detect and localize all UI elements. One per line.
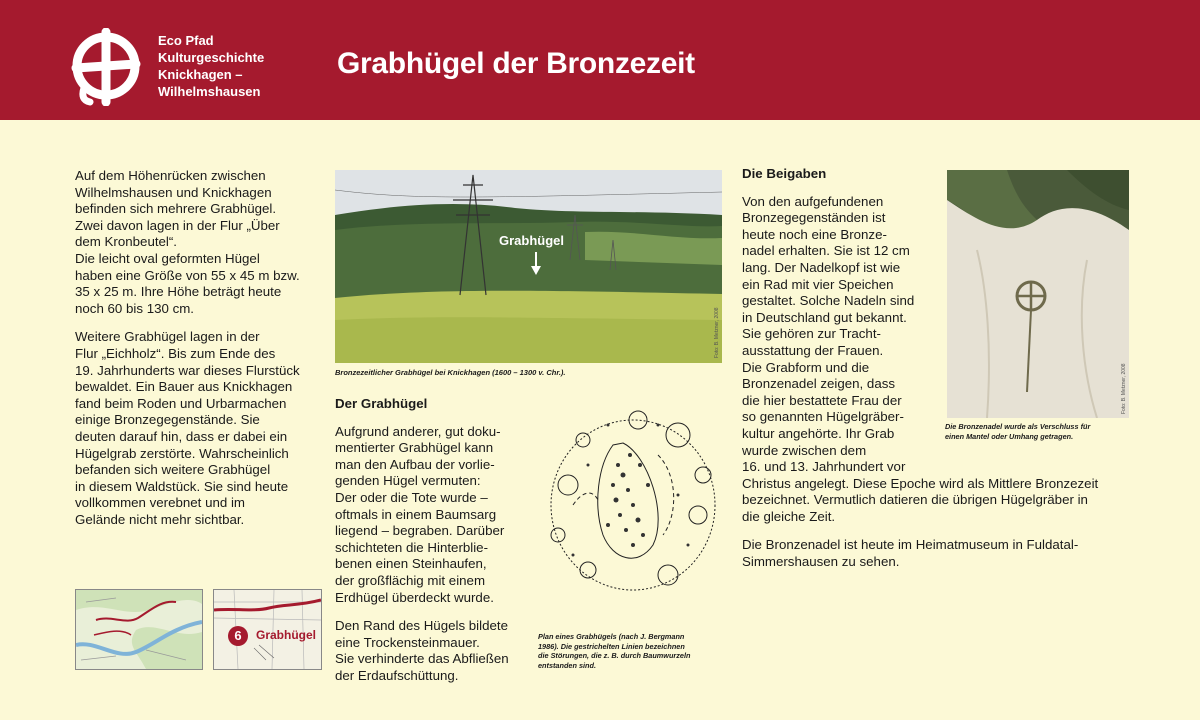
photo-credit: Foto: B. Metzner, 2008 (714, 307, 720, 358)
plan-caption: Plan eines Grabhügels (nach J. Bergmann 1986). Die gestrichelten Linien bezeichnen die Störungen, die z. B. durch Baumwurzeln entstanden sind. (538, 632, 691, 670)
brand-line: Eco Pfad (158, 33, 214, 48)
landscape-photo-graphic (335, 170, 722, 363)
brand-text (158, 32, 264, 100)
bronze-pin-caption: Die Bronzenadel wurde als Verschluss für einen Mantel oder Umhang getragen. (945, 422, 1091, 441)
landscape-photo (335, 170, 722, 363)
brand-line: Wilhelmshausen (158, 84, 261, 99)
header-bar (0, 0, 1200, 120)
eco-pfad-logo-icon (70, 28, 142, 106)
brand-line: Kulturgeschichte (158, 50, 265, 65)
station-map (213, 589, 322, 670)
section-paragraph: Die Bronzenadel ist heute im Heimatmuseum in Fuldatal- Simmershausen zu sehen. (742, 537, 1079, 570)
photo-credit: Foto: B. Metzner, 2008 (1121, 363, 1127, 414)
station-number-badge: 6 (228, 626, 248, 646)
overview-map (75, 589, 203, 670)
overview-map-graphic (76, 590, 202, 669)
bronze-pin-photo-graphic (947, 170, 1129, 418)
intro-paragraph: Auf dem Höhenrücken zwischen Wilhelmshausen und Knickhagen befinden sich mehrere Grabhügel. Zwei davon lagen in der Flur „Über dem Kronbeutel“. Die leicht oval geformten Hügel haben eine Größe von 55 x 45 m bzw. 35 x 25 m. Ihre Höhe beträgt heute noch 60 bis 130 cm. (75, 168, 300, 316)
section-paragraph: Aufgrund anderer, gut doku- mentierter Grabhügel kann man den Aufbau der vorlie- genden Hügel vermuten: Der oder die Tote wurde – oftmals in einem Baumsarg liegend – begraben. Darüber schichteten die Hinterblie- benen einen Steinhaufen, der großflächig mit einem Erdhügel überdeckt wurde. (335, 423, 505, 605)
photo-label-grabhuegel: Grabhügel (499, 233, 565, 248)
intro-text (75, 168, 325, 540)
grabhuegel-section (335, 396, 545, 697)
section-heading: Die Beigaben (742, 166, 827, 181)
station-label: Grabhügel (256, 628, 317, 642)
section-heading: Der Grabhügel (335, 396, 428, 411)
grave-mound-plan-drawing (528, 395, 728, 595)
section-paragraph: Von den aufgefundenen Bronzegegenständen ist heute noch eine Bronze- nadel erhalten. Sie ist 12 cm lang. Der Nadelkopf ist wie ein Rad mit vier Speichen gestaltet. Solche Nadeln sind in Deutschland gut bekannt. Sie gehören zur Tracht- ausstattung der Frauen. Die Grabform und die Bronzenadel zeigen, dass die hier bestattete Frau der so genannten Hügelgräber- kultur angehörte. Ihr Grab wurde zwischen dem 16. und 13. Jahrhundert vor Christus angelegt. Diese Epoche wird als Mittlere Bronzezeit bezeichnet. Vermutlich datieren die übrigen Hügelgräber in die gleiche Zeit. (742, 193, 1099, 524)
intro-paragraph: Weitere Grabhügel lagen in der Flur „Eichholz“. Bis zum Ende des 19. Jahrhunderts war dieses Flurstück bewaldet. Ein Bauer aus Knickhagen fand beim Roden und Urbarmachen einige Bronzegegenstände. Sie deuten darauf hin, dass er dabei ein Hügelgrab zerstörte. Wahrscheinlich befanden sich weitere Grabhügel in diesem Waldstück. Sie sind heute vollkommen verebnet und im Gelände nicht mehr sichtbar. (75, 329, 300, 527)
bronze-pin-photo (947, 170, 1129, 418)
page-title: Grabhügel der Bronzezeit (337, 47, 695, 80)
section-paragraph: Den Rand des Hügels bildete eine Trockensteinmauer. Sie verhinderte das Abfließen der Erdaufschüttung. (335, 618, 509, 683)
landscape-photo-caption: Bronzezeitlicher Grabhügel bei Knickhagen (1600 – 1300 v. Chr.). (335, 368, 566, 377)
brand-line: Knickhagen – (158, 67, 243, 82)
